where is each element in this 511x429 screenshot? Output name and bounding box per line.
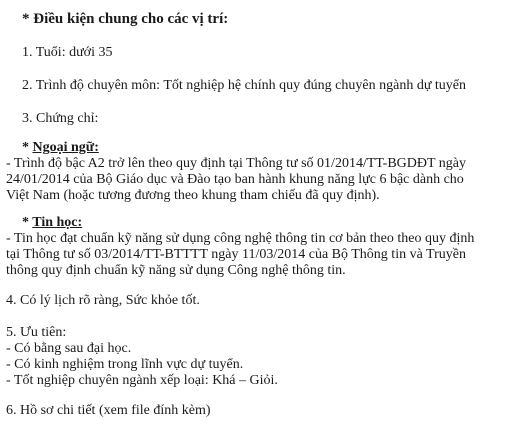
priority-line-1: - Có bằng sau đại học.: [6, 341, 132, 356]
requirement-background-health: 4. Có lý lịch rõ ràng, Sức khỏe tốt.: [6, 293, 200, 308]
it-line-1: - Tin học đạt chuẩn kỹ năng sử dụng công nghệ thông tin cơ bản theo theo quy định: [6, 231, 475, 246]
foreign-language-heading: [22, 140, 99, 156]
foreign-language-title: Ngoại ngữ:: [32, 140, 99, 155]
foreign-language-star: *: [22, 140, 33, 155]
it-title: Tin học:: [32, 215, 83, 230]
it-line-3: thông quy định chuẩn kỹ năng sử dụng Công nghệ thông tin.: [6, 263, 346, 278]
section-heading: * Điều kiện chung cho các vị trí:: [22, 11, 229, 27]
application-details: 6. Hồ sơ chi tiết (xem file đính kèm): [6, 403, 211, 418]
priority-line-3: - Tốt nghiệp chuyên ngành xếp loại: Khá – Giỏi.: [6, 373, 278, 388]
priority-line-2: - Có kinh nghiệm trong lĩnh vực dự tuyển.: [6, 357, 244, 372]
priority-title: 5. Ưu tiên:: [6, 325, 67, 340]
foreign-language-line-2: 24/01/2014 của Bộ Giáo dục và Đào tạo ban hành khung năng lực 6 bậc dành cho: [6, 172, 464, 187]
requirement-certificates: 3. Chứng chỉ:: [22, 111, 99, 126]
it-heading: [22, 215, 82, 231]
foreign-language-line-1: - Trình độ bậc A2 trở lên theo quy định tại Thông tư số 01/2014/TT-BGDĐT ngày: [6, 156, 466, 171]
requirement-age: 1. Tuổi: dưới 35: [22, 45, 113, 60]
it-star: *: [22, 215, 33, 230]
foreign-language-line-3: Việt Nam (hoặc tương đương theo khung tham chiếu đã quy định).: [6, 188, 380, 203]
it-line-2: tại Thông tư số 03/2014/TT-BTTTT ngày 11/03/2014 của Bộ Thông tin và Truyền: [6, 247, 466, 262]
requirement-qualification: 2. Trình độ chuyên môn: Tốt nghiệp hệ chính quy đúng chuyên ngành dự tuyển: [22, 78, 467, 93]
